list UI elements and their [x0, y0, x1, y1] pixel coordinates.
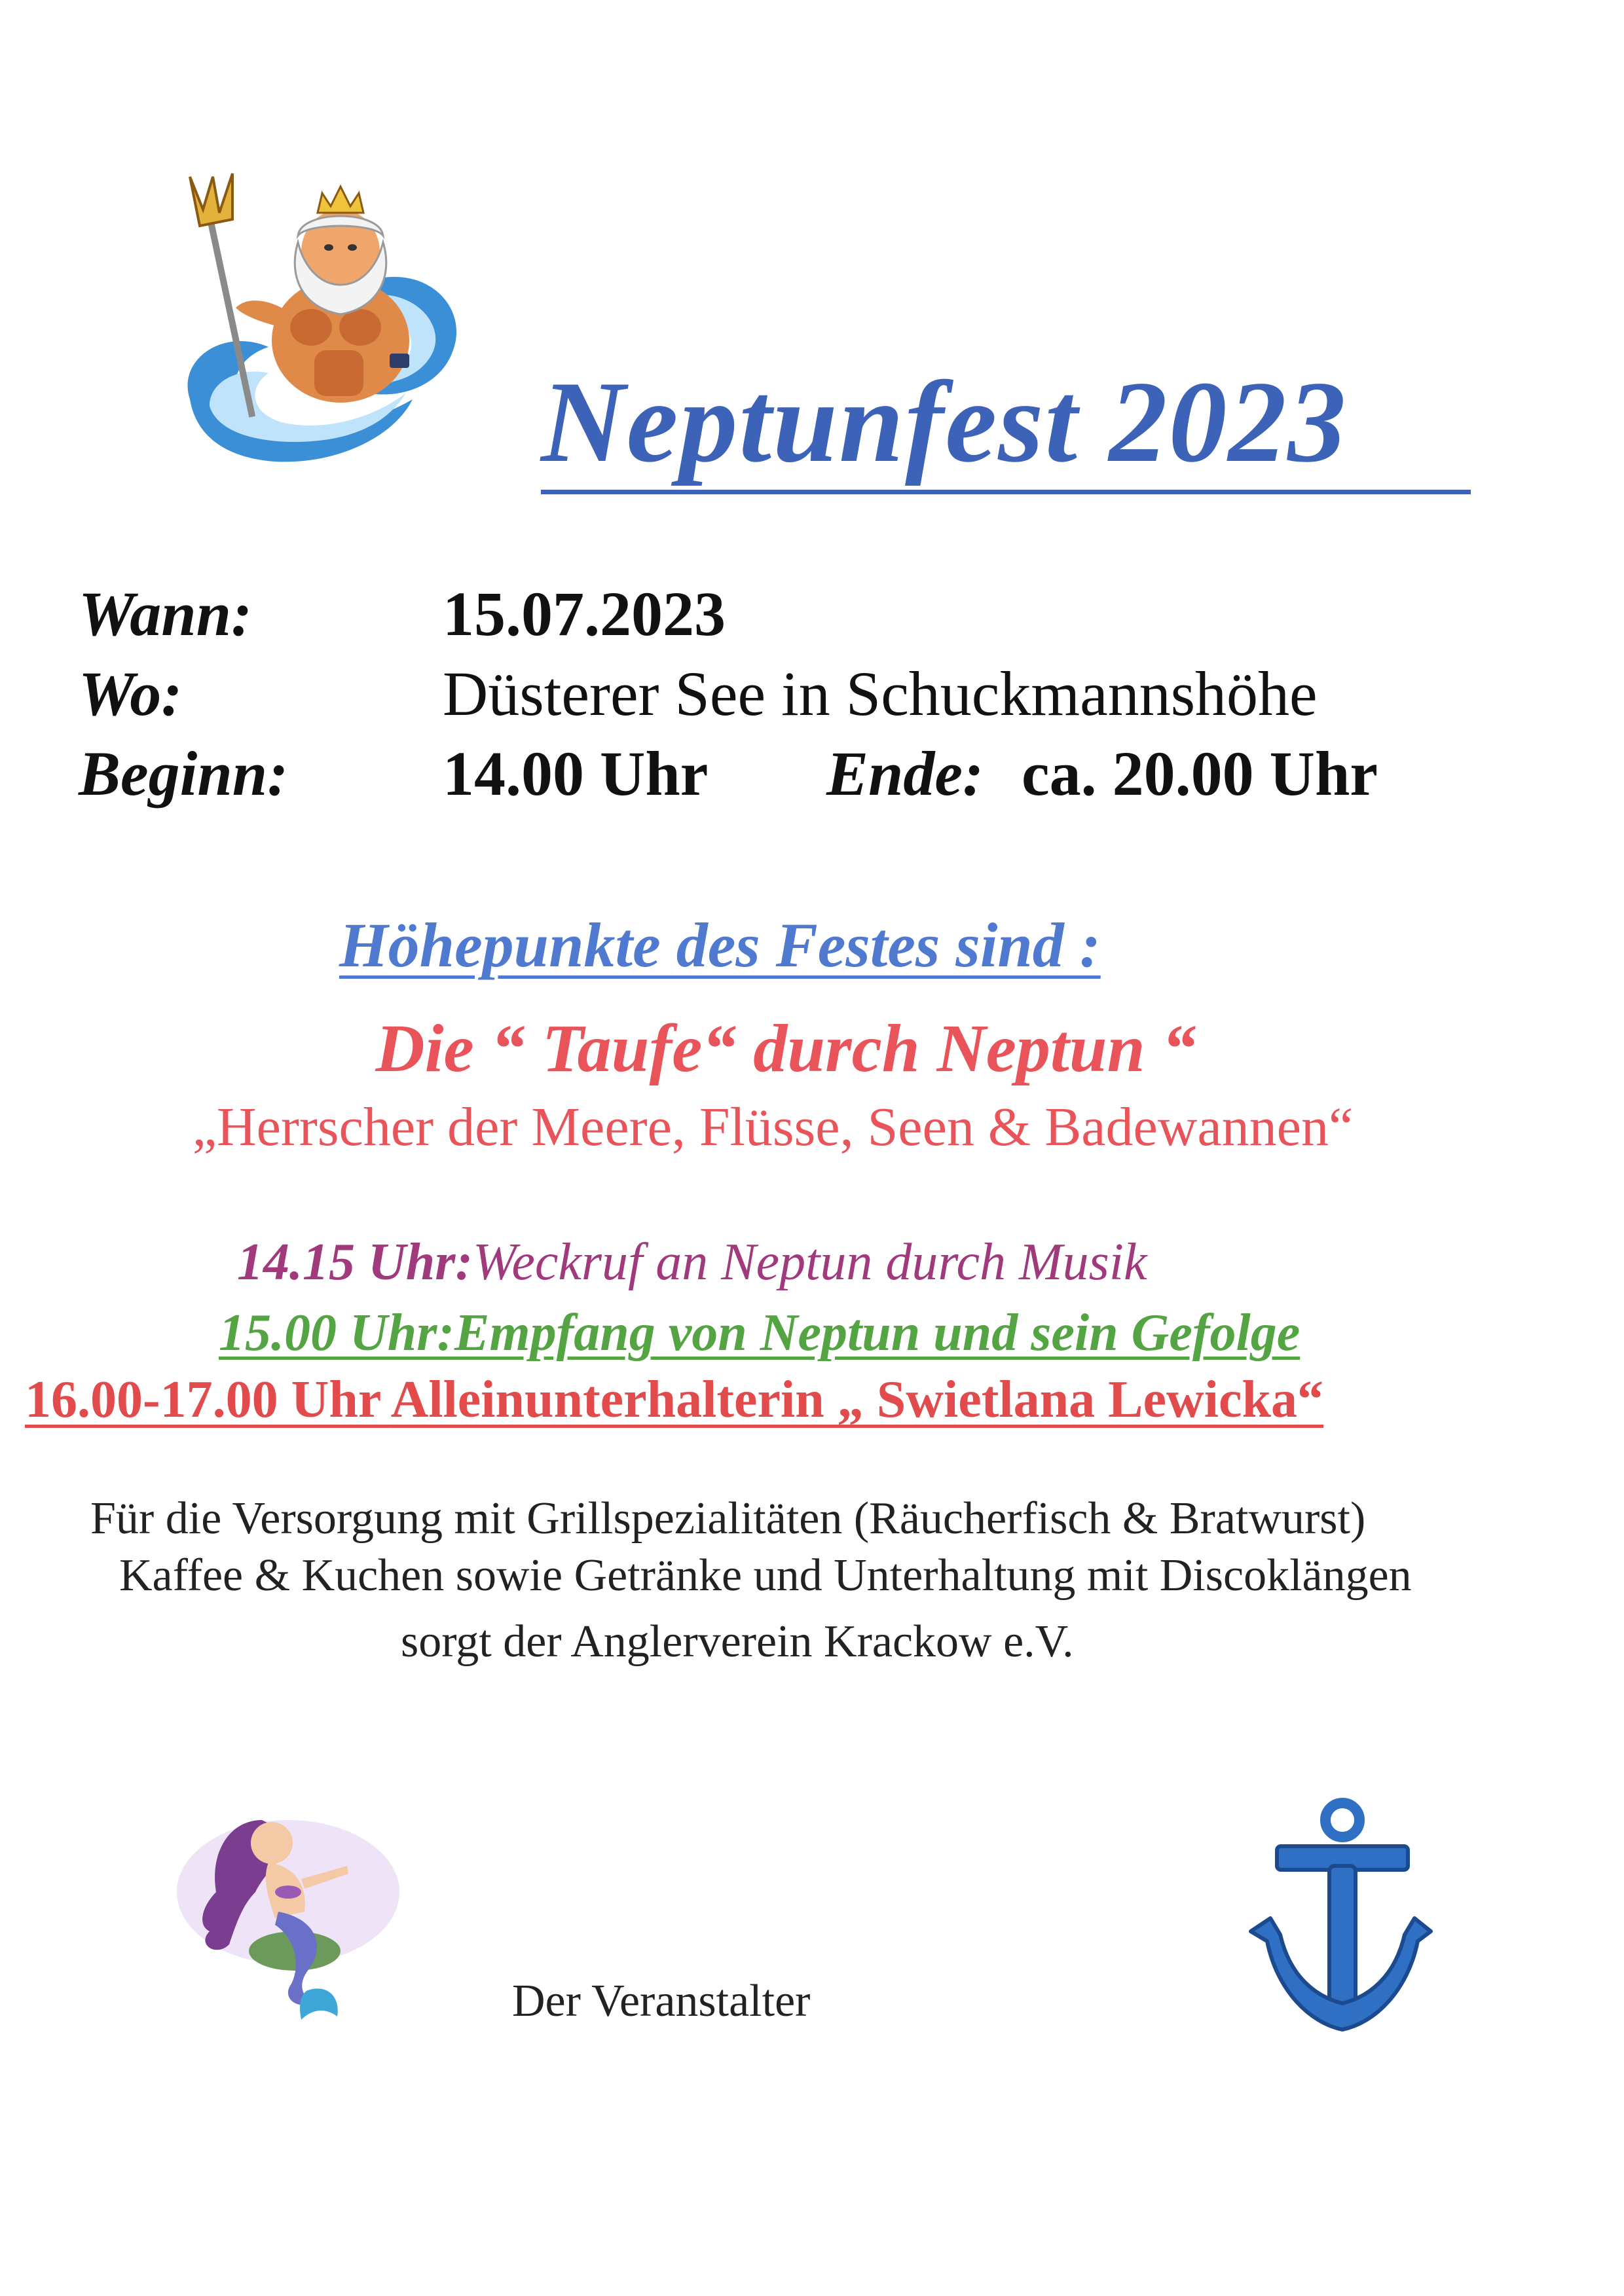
title-underline	[541, 490, 1471, 494]
anchor-icon	[1231, 1794, 1441, 2043]
program-time: 14.15 Uhr:	[237, 1233, 473, 1291]
begin-label: Beginn:	[79, 738, 289, 809]
catering-line-1: Für die Versorgung mit Grillspezialitäten (Räucherfisch & Bratwurst)	[90, 1493, 1366, 1544]
program-time: 16.00-17.00 Uhr	[25, 1371, 380, 1429]
where-value: Düsterer See in Schuckmannshöhe	[443, 659, 1318, 729]
when-value: 15.07.2023	[443, 579, 726, 649]
begin-value: 14.00 Uhr	[443, 738, 709, 809]
end-value: ca. 20.00 Uhr	[1022, 738, 1378, 809]
program-item-1415	[237, 1233, 1147, 1291]
end-label: Ende:	[826, 738, 984, 809]
program-text: Weckruf an Neptun durch Musik	[473, 1233, 1147, 1291]
organizer: Der Veranstalter	[512, 1976, 811, 2026]
program-item-1600	[25, 1371, 1323, 1429]
mermaid-illustration	[170, 1794, 406, 2030]
program-item-1500	[219, 1304, 1301, 1362]
herrscher-line: „Herrscher der Meere, Flüsse, Seen & Badewannen“	[192, 1097, 1354, 1157]
program-time: 15.00 Uhr:	[219, 1304, 455, 1362]
taufe-line: Die “ Taufe“ durch Neptun “	[375, 1011, 1196, 1086]
neptune-illustration	[151, 164, 478, 471]
highlights-heading: Höhepunkte des Festes sind :	[339, 910, 1101, 980]
program-text: Alleinunterhalterin „ Swietlana Lewicka“	[390, 1371, 1323, 1429]
where-label: Wo:	[79, 659, 183, 729]
when-label: Wann:	[79, 579, 252, 649]
event-title: Neptunfest 2023	[541, 357, 1348, 486]
catering-line-2: Kaffee & Kuchen sowie Getränke und Unterhaltung mit Discoklängen	[119, 1550, 1412, 1601]
catering-line-3: sorgt der Anglerverein Krackow e.V.	[401, 1616, 1074, 1667]
program-text: Empfang von Neptun und sein Gefolge	[454, 1304, 1301, 1362]
